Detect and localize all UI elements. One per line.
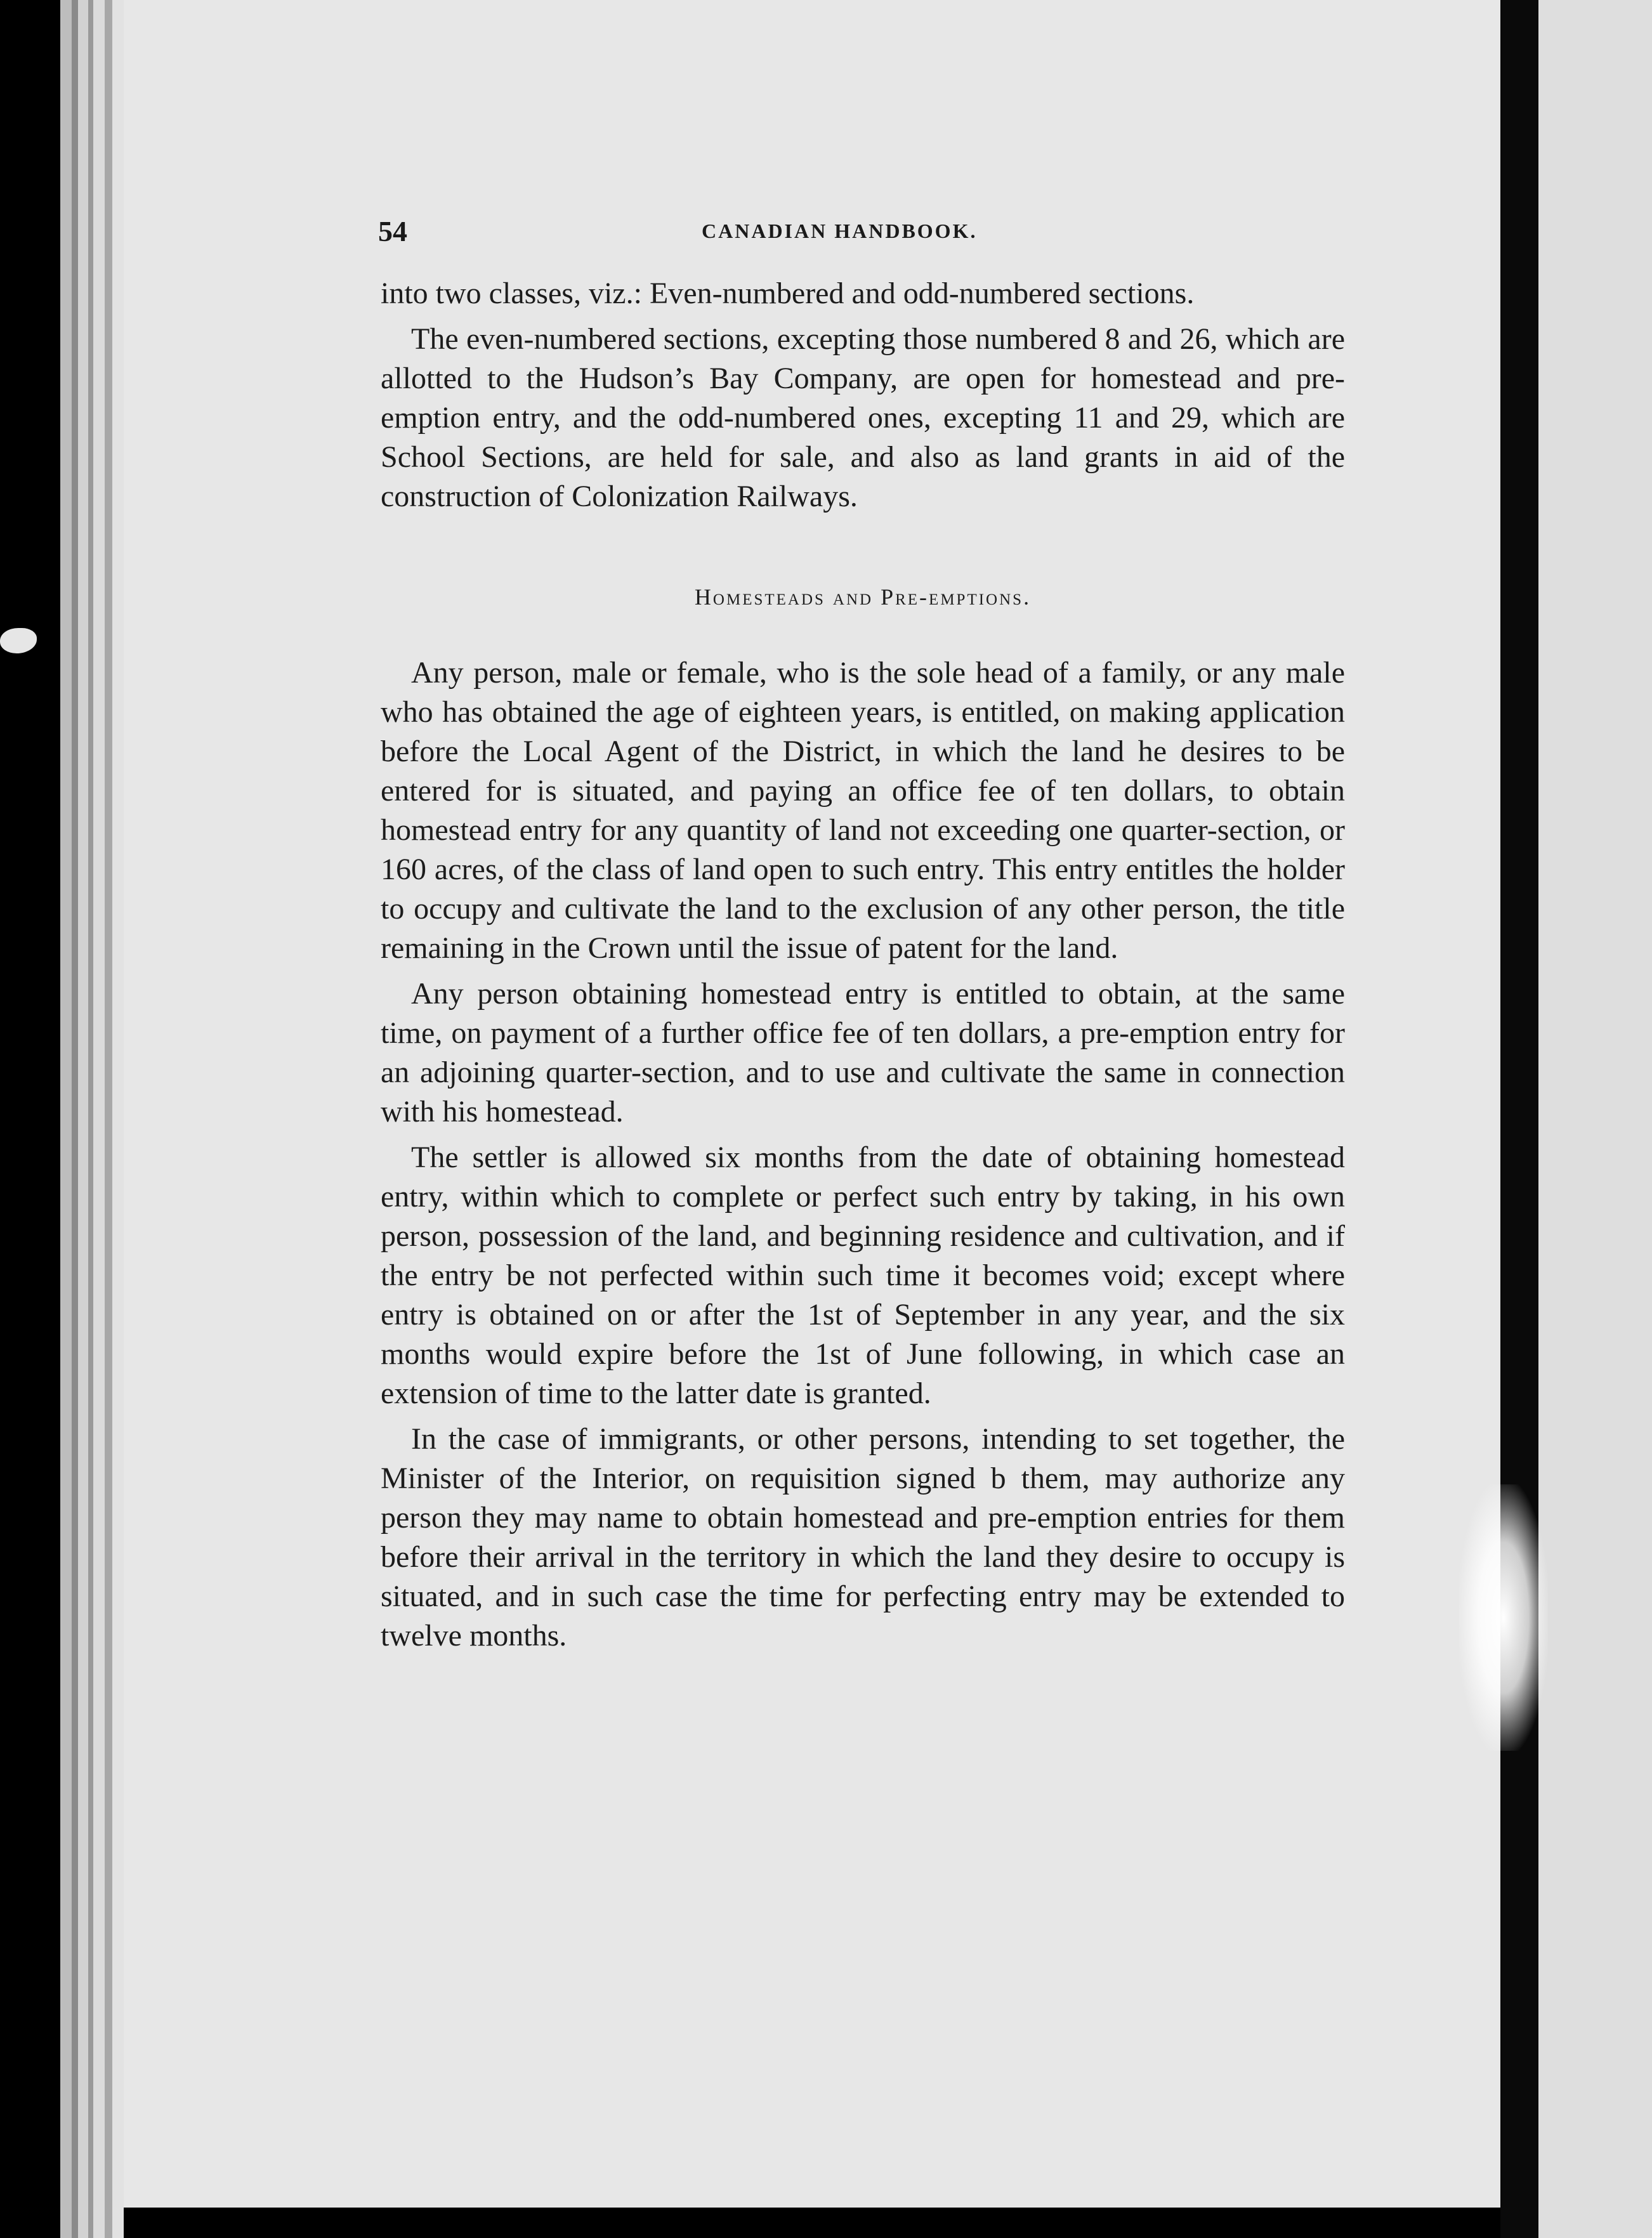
paragraph: The even-numbered sections, excepting those numbered 8 and 26, which are allotted to the Hudson’s Bay Company, are open for homestead and pre-emption entry, and the odd-numbered ones, excepting 11 and 29, which are School Sections, are held for sale, and also as land grants in aid of the construction of Colonization Railways. bbox=[381, 322, 1345, 513]
page-edge bbox=[88, 0, 93, 2238]
section-heading: Homesteads and Pre-emptions. bbox=[694, 584, 1032, 610]
page-number: 54 bbox=[378, 215, 407, 247]
paragraph: Any person, male or female, who is the sole head of a family, or any male who has obtained the age of eighteen years, is entitled, on making application before the Local Agent of the District, in which the land he desires to be entered for is situated, and paying an office fee of ten dollars, to obtain homestead entry for any quantity of land not exceeding one quarter-section, or 160 acres, of the class of land open to such entry. This entry entitles the holder to occupy and cultivate the land to the exclusion of any other person, the title remaining in the Crown until the issue of patent for the land. bbox=[381, 656, 1345, 965]
paragraph: The settler is allowed six months from the date of obtaining homestead entry, within which to complete or perfect such entry by taking, in his own person, possession of the land, and beginning residence and cultivation, and if the entry be not perfected within such time it becomes void; except where entry is obtained on or after the 1st of September in any year, and the six months would expire before the 1st of June following, in which case an extension of time to the latter date is granted. bbox=[381, 1141, 1345, 1410]
page-edge bbox=[105, 0, 112, 2238]
scan-glare bbox=[1459, 1484, 1548, 1751]
gutter-shadow bbox=[1500, 0, 1538, 2238]
paragraph: In the case of immigrants, or other persons, intending to set together, the Minister of the Interior, on requisition signed b them, may authorize any person they may name to obtain homestead and pre-emption entries for them before their arrival in the territory in which the land they desire to occupy is situated, and in such case the time for perfecting entry may be extended to twelve months. bbox=[381, 1422, 1345, 1652]
page-edge bbox=[93, 0, 105, 2238]
page-header bbox=[378, 214, 1342, 265]
page-edge bbox=[72, 0, 78, 2238]
paragraph: Any person obtaining homestead entry is entitled to obtain, at the same time, on payment of a further office fee of ten dollars, a pre-emption entry for an adjoining quarter-section, and to use and cultivate the same in connection with his homestead. bbox=[381, 977, 1345, 1129]
running-head: CANADIAN HANDBOOK. bbox=[702, 219, 978, 242]
next-page-edge bbox=[1538, 0, 1652, 2238]
page-body bbox=[381, 274, 1345, 1656]
scan-artifact bbox=[0, 628, 37, 653]
page-edge bbox=[60, 0, 72, 2238]
page-edge bbox=[78, 0, 88, 2238]
page-edge bbox=[112, 0, 124, 2238]
continuation-paragraph: into two classes, viz.: Even-numbered and odd-numbered sections. bbox=[381, 277, 1195, 310]
